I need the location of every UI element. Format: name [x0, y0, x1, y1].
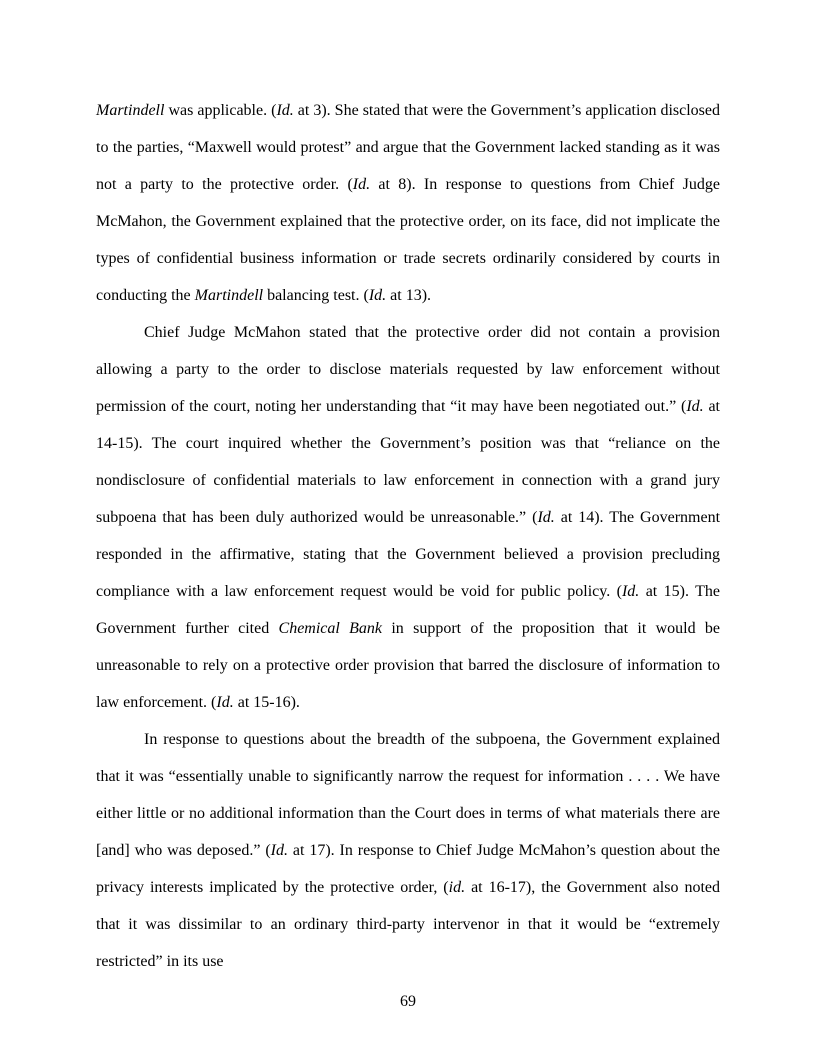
italic-run: Id. [352, 176, 371, 193]
paragraph-2 [96, 314, 720, 721]
text-run: at 17). In response to Chief Judge McMahon’s question about the privacy interests implicated by the protective order, ( [96, 842, 720, 896]
text-run: at 13). [386, 287, 432, 304]
text-run: at 14-15). The court inquired whether the Government’s position was that “reliance on the nondisclosure of confidential materials to law enforcement in connection with a grand jury subpoena that has been duly authorized would be unreasonable.” ( [96, 398, 721, 526]
document-body [96, 92, 720, 980]
italic-run: Id. [216, 694, 234, 711]
italic-run: Martindell [194, 287, 264, 304]
italic-run: Id. [537, 509, 555, 526]
italic-run: id. [448, 879, 466, 896]
italic-run: Id. [686, 398, 704, 415]
text-run: in support of the proposition that it would be unreasonable to rely on a protective order provision that barred the disclosure of information to law enforcement. ( [96, 620, 721, 711]
text-run: at 16-17), the Government also noted that it was dissimilar to an ordinary third-party intervenor in that it would be “extremely restricted” in its use [96, 879, 721, 970]
italic-run: Id. [621, 583, 640, 600]
text-run: In response to questions about the breadth of the subpoena, the Government explained that it was “essentially unable to significantly narrow the request for information . . . . We have either little or no additional information than the Court does in terms of what materials there are [and] who was deposed.” ( [96, 731, 720, 859]
paragraph-3 [96, 721, 720, 980]
page-number: 69 [400, 993, 416, 1010]
italic-run: Chemical Bank [278, 620, 383, 637]
italic-run: Martindell [96, 102, 165, 119]
text-run: at 3). She stated that were the Government’s application disclosed to the parties, “Maxwell would protest” and argue that the Government lacked standing as it was not a party to the protective order. ( [96, 102, 720, 193]
text-run: Chief Judge McMahon stated that the protective order did not contain a provision allowing a party to the order to disclose materials requested by law enforcement without permission of the court, noting her understanding that “it may have been negotiated out.” ( [96, 324, 720, 415]
text-run: was applicable. ( [164, 102, 277, 119]
text-run: at 15-16). [233, 694, 300, 711]
italic-run: Id. [368, 287, 387, 304]
italic-run: Id. [276, 102, 294, 119]
text-run: at 15). The Government further cited [96, 583, 720, 637]
italic-run: Id. [270, 842, 288, 859]
paragraph-1 [96, 92, 720, 314]
text-run: at 14). The Government responded in the affirmative, stating that the Government believed a provision precluding compliance with a law enforcement request would be void for public policy. ( [96, 509, 721, 600]
text-run: at 8). In response to questions from Chief Judge McMahon, the Government explained that the protective order, on its face, did not implicate the types of confidential business information or trade secrets ordinarily considered by courts in conducting the [96, 176, 720, 304]
text-run: balancing test. ( [263, 287, 369, 304]
